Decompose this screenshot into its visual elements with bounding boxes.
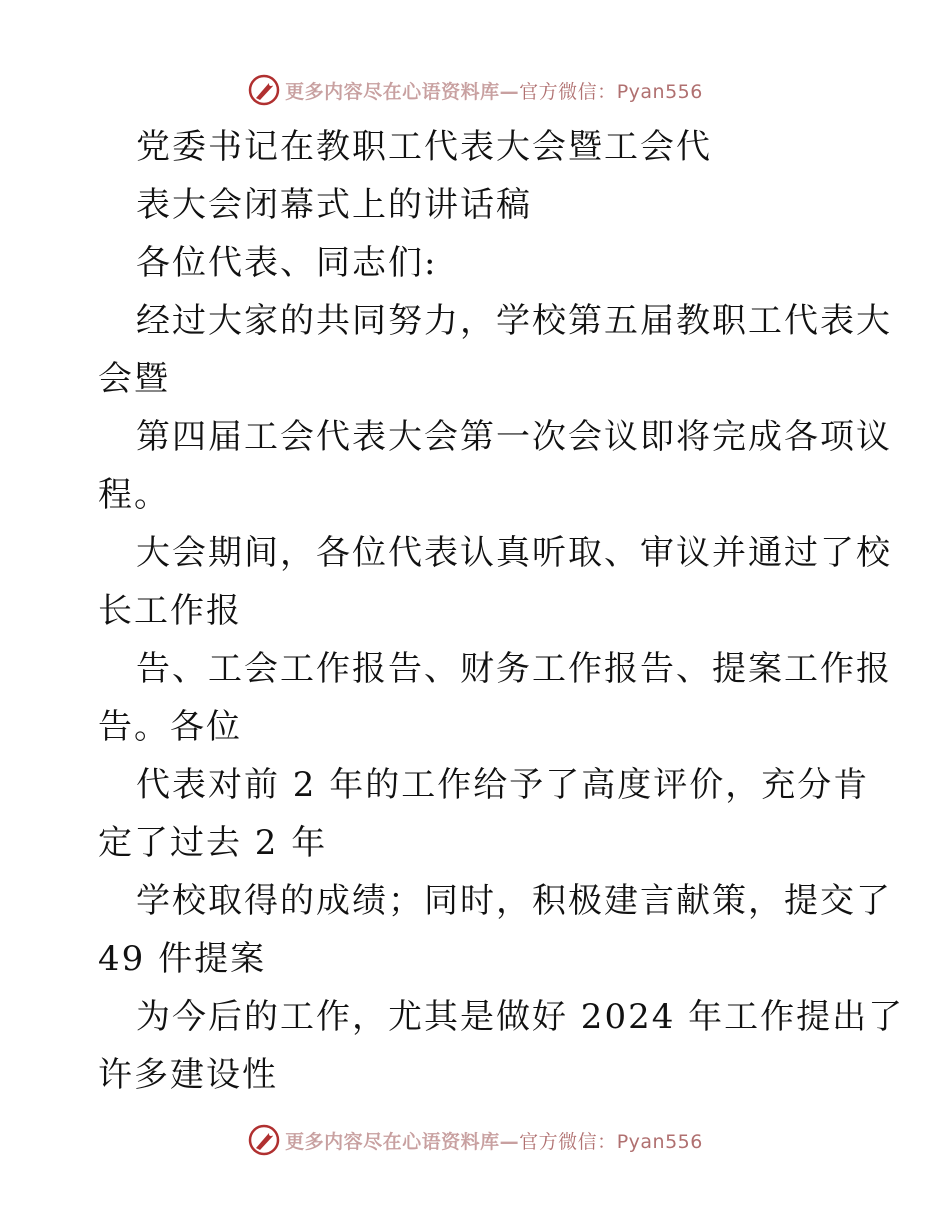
text-line: 为今后的工作，尤其是做好 2024 年工作提出了 — [136, 997, 905, 1037]
site-name: 更多内容尽在心语资料库 — [285, 1130, 500, 1153]
text-line: 大会期间，各位代表认真听取、审议并通过了校 — [136, 533, 892, 573]
wechat-id: Pyan556 — [616, 1130, 703, 1153]
text-line: 学校取得的成绩；同时，积极建言献策，提交了 — [136, 881, 892, 921]
text-line: 党委书记在教职工代表大会暨工会代 — [136, 127, 712, 167]
document-body — [98, 118, 905, 1104]
banner-separator: — — [499, 80, 520, 103]
text-line: 经过大家的共同努力，学校第五届教职工代表大 — [136, 301, 892, 341]
wechat-label: 官方微信： — [519, 1130, 617, 1153]
pen-logo-icon — [247, 1123, 281, 1157]
site-name: 更多内容尽在心语资料库 — [285, 80, 500, 103]
text-line: 会暨 — [98, 359, 170, 399]
footer-banner — [0, 1120, 950, 1160]
banner-text — [285, 77, 703, 104]
wechat-label: 官方微信： — [519, 80, 617, 103]
text-line: 告、工会工作报告、财务工作报告、提案工作报 — [136, 649, 892, 689]
text-line: 长工作报 — [98, 591, 242, 631]
pen-logo-icon — [247, 73, 281, 107]
text-line: 代表对前 2 年的工作给予了高度评价，充分肯 — [136, 765, 870, 805]
wechat-id: Pyan556 — [616, 80, 703, 103]
text-line: 第四届工会代表大会第一次会议即将完成各项议 — [136, 417, 892, 457]
text-line: 49 件提案 — [98, 939, 267, 979]
text-line: 表大会闭幕式上的讲话稿 — [136, 185, 532, 225]
text-line: 定了过去 2 年 — [98, 823, 328, 863]
banner-text — [285, 1127, 703, 1154]
header-banner — [0, 70, 950, 110]
text-line: 告。各位 — [98, 707, 242, 747]
text-line: 程。 — [98, 475, 170, 515]
banner-separator: — — [499, 1130, 520, 1153]
text-line: 许多建设性 — [98, 1055, 278, 1095]
text-line: 各位代表、同志们: — [136, 243, 438, 283]
